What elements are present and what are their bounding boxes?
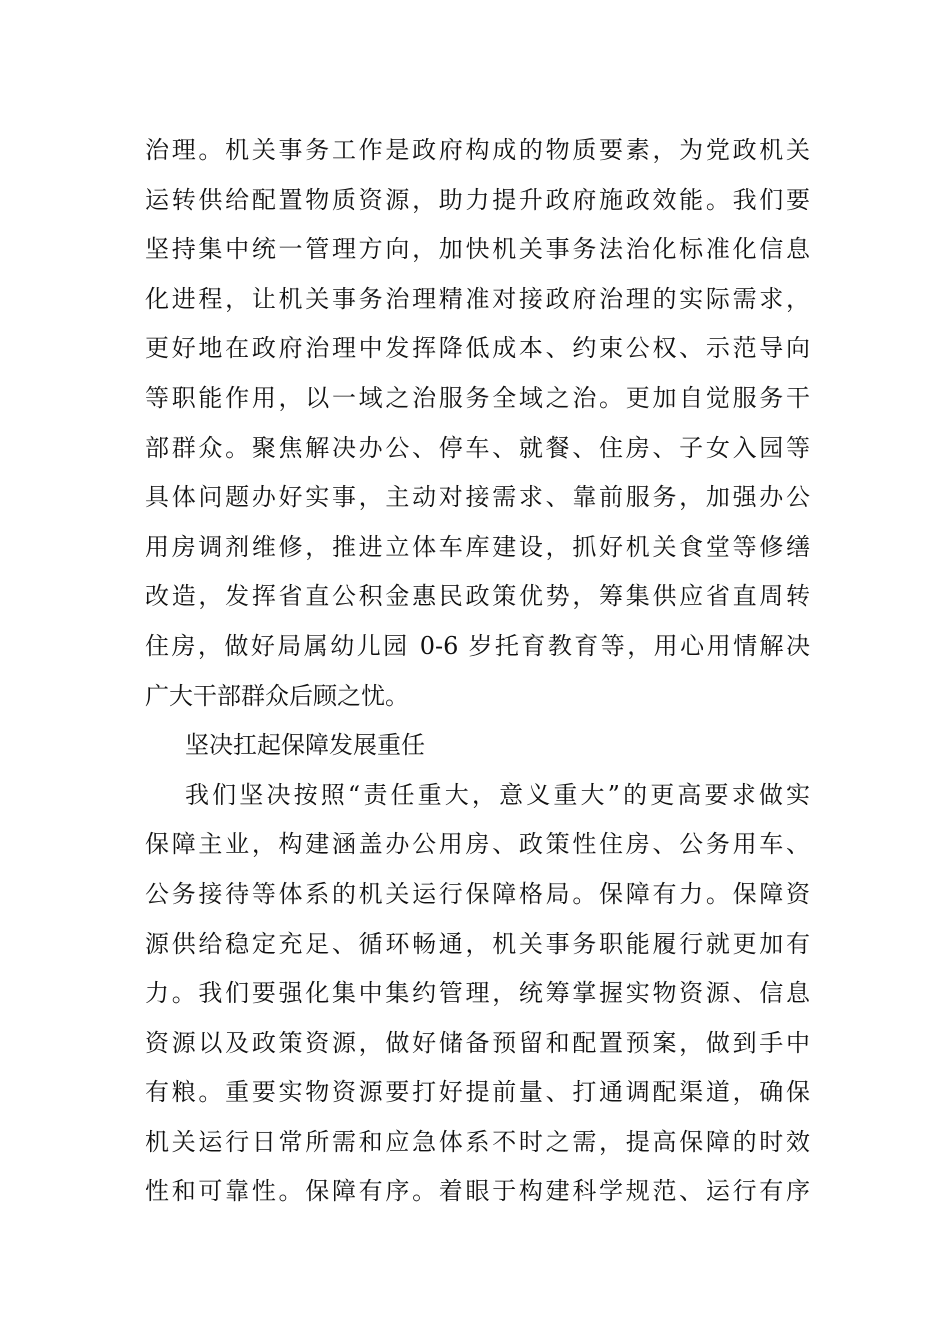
document-body	[145, 126, 810, 1217]
text-line-22: 性和可靠性。保障有序。着眼于构建科学规范、运行有序	[145, 1177, 810, 1206]
text-line-10: 改造，发挥省直公积金惠民政策优势，筹集供应省直周转	[145, 582, 810, 611]
text-line-17: 源供给稳定充足、循环畅通，机关事务职能履行就更加有	[145, 929, 810, 958]
text-line-1: 治理。机关事务工作是政府构成的物质要素，为党政机关	[145, 136, 810, 164]
text-line-8: 具体问题办好实事，主动对接需求、靠前服务，加强办公	[145, 483, 810, 512]
text-line-14: 我们坚决按照“责任重大，意义重大”的更高要求做实	[185, 780, 810, 809]
text-line-6: 等职能作用，以一域之治服务全域之治。更加自觉服务干	[145, 383, 810, 412]
text-line-5: 更好地在政府治理中发挥降低成本、约束公权、示范导向	[145, 334, 810, 363]
text-line-21: 机关运行日常所需和应急体系不时之需，提高保障的时效	[145, 1127, 810, 1156]
text-line-16: 公务接待等体系的机关运行保障格局。保障有力。保障资	[145, 879, 810, 908]
text-line-3: 坚持集中统一管理方向，加快机关事务法治化标准化信息	[145, 235, 810, 264]
text-line-9: 用房调剂维修，推进立体车库建设，抓好机关食堂等修缮	[145, 532, 810, 561]
text-line-20: 有粮。重要实物资源要打好提前量、打通调配渠道，确保	[145, 1078, 810, 1107]
text-line-15: 保障主业，构建涵盖办公用房、政策性住房、公务用车、	[145, 830, 810, 859]
text-line-4: 化进程，让机关事务治理精准对接政府治理的实际需求，	[145, 284, 810, 313]
text-line-19: 资源以及政策资源，做好储备预留和配置预案，做到手中	[145, 1028, 810, 1057]
text-line-11: 住房，做好局属幼儿园 0-6 岁托育教育等，用心用情解决	[145, 631, 810, 660]
section-heading: 坚决扛起保障发展重任	[185, 731, 425, 760]
text-line-18: 力。我们要强化集中集约管理，统筹掌握实物资源、信息	[145, 979, 810, 1008]
text-line-7: 部群众。聚焦解决办公、停车、就餐、住房、子女入园等	[145, 433, 810, 462]
text-line-12: 广大干部群众后顾之忧。	[145, 681, 409, 710]
text-line-2: 运转供给配置物质资源，助力提升政府施政效能。我们要	[145, 185, 810, 214]
